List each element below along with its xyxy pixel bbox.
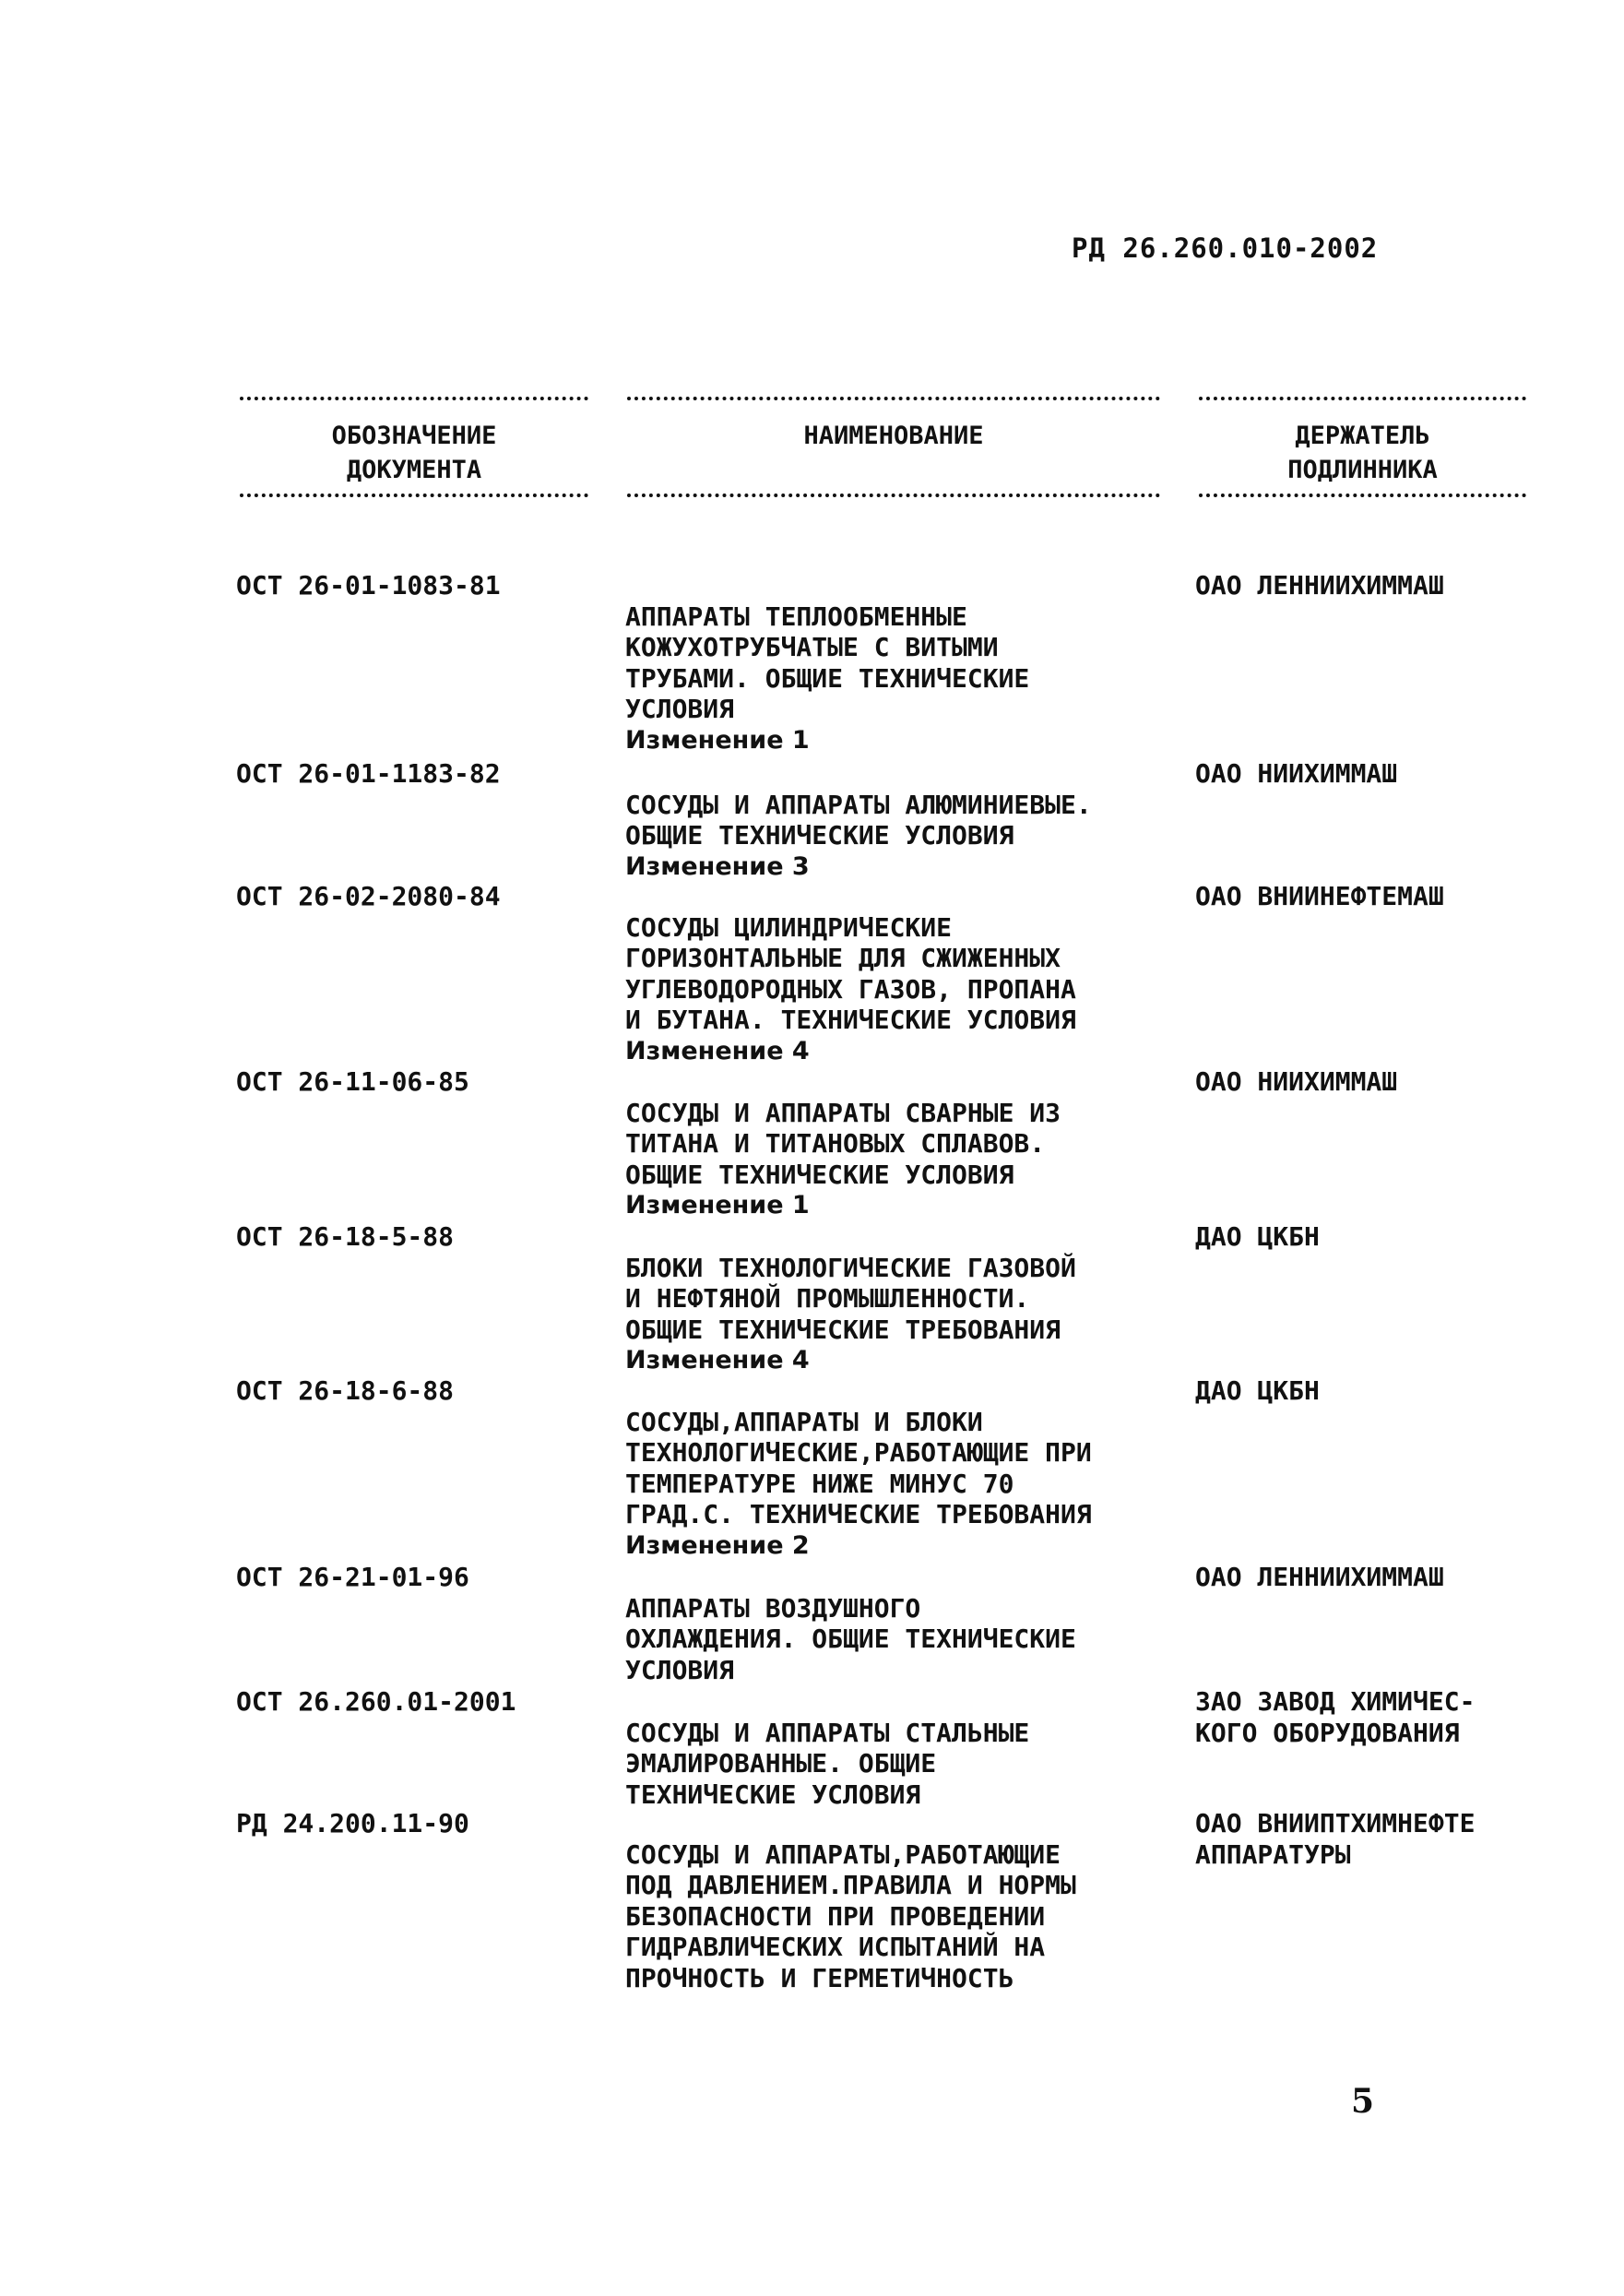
header-divider (627, 494, 1160, 497)
row-change-text: Изменение 3 (625, 851, 810, 881)
row-change-text: Изменение 4 (625, 1346, 810, 1374)
table-row-code: ОСТ 26-11-06-85 (236, 1066, 469, 1097)
table-row-code: ОСТ 26-18-5-88 (236, 1221, 455, 1252)
table-row-code: ОСТ 26-18-6-88 (236, 1375, 455, 1406)
row-name-text: БЛОКИ ТЕХНОЛОГИЧЕСКИЕ ГАЗОВОЙ И НЕФТЯНОЙ ПРОМЫШЛЕННОСТИ. ОБЩИЕ ТЕХНИЧЕСКИЕ ТРЕБОВАНИЯ (625, 1252, 1076, 1345)
document-code: РД 26.260.010-2002 (1072, 232, 1379, 264)
header-divider (627, 397, 1160, 400)
row-name-text: СОСУДЫ,АППАРАТЫ И БЛОКИ ТЕХНОЛОГИЧЕСКИЕ,РАБОТАЮЩИЕ ПРИ ТЕМПЕРАТУРЕ НИЖЕ МИНУС 70 ГРАД.С. ТЕХНИЧЕСКИЕ ТРЕБОВАНИЯ (625, 1406, 1092, 1529)
row-change-text: Изменение 4 (625, 1036, 810, 1065)
table-row-name (625, 570, 1197, 787)
header-divider (1199, 397, 1526, 400)
row-change-text: Изменение 2 (625, 1530, 810, 1560)
table-row-holder: ЗАО ЗАВОД ХИМИЧЕС- КОГО ОБОРУДОВАНИЯ (1195, 1686, 1476, 1748)
row-change-text: Изменение 1 (625, 1191, 810, 1219)
table-row-code: ОСТ 26-02-2080-84 (236, 881, 501, 911)
table-row-holder: ОАО ВНИИПТХИМНЕФТЕ АППАРАТУРЫ (1195, 1808, 1476, 1870)
row-change-text: Изменение 1 (625, 725, 810, 755)
table-row-name (625, 881, 1197, 1098)
table-row-name (625, 1562, 1197, 1685)
table-row-holder: ДАО ЦКБН (1195, 1221, 1320, 1252)
table-row-code: ОСТ 26-01-1183-82 (236, 758, 501, 789)
row-name-text: АППАРАТЫ ВОЗДУШНОГО ОХЛАЖДЕНИЯ. ОБЩИЕ ТЕХНИЧЕСКИЕ УСЛОВИЯ (625, 1592, 1076, 1685)
table-row-holder: ДАО ЦКБН (1195, 1375, 1320, 1406)
table-row-holder: ОАО НИИХИММАШ (1195, 758, 1398, 789)
header-divider (240, 494, 588, 497)
table-row-holder: ОАО ВНИИНЕФТЕМАШ (1195, 881, 1444, 911)
column-header-name: НАИМЕНОВАНИЕ (803, 422, 984, 450)
table-row-code: ОСТ 26-01-1083-81 (236, 570, 501, 601)
column-header-designation: ОБОЗНАЧЕНИЕ ДОКУМЕНТА (331, 422, 497, 484)
table-row-code: РД 24.200.11-90 (236, 1808, 469, 1838)
table-row-name (625, 1375, 1197, 1592)
table-row-holder: ОАО ЛЕННИИХИММАШ (1195, 570, 1444, 601)
row-name-text: СОСУДЫ И АППАРАТЫ,РАБОТАЮЩИЕ ПОД ДАВЛЕНИЕМ.ПРАВИЛА И НОРМЫ БЕЗОПАСНОСТИ ПРИ ПРОВЕДЕНИИ ГИДРАВЛИЧЕСКИХ ИСПЫТАНИЙ НА ПРОЧНОСТЬ И ГЕРМЕТИЧНОСТЬ (625, 1838, 1076, 1993)
table-row-name (625, 1808, 1197, 1993)
table-row-name (625, 1686, 1197, 1810)
header-divider (1199, 494, 1526, 497)
row-name-text: СОСУДЫ ЦИЛИНДРИЧЕСКИЕ ГОРИЗОНТАЛЬНЫЕ ДЛЯ СЖИЖЕННЫХ УГЛЕВОДОРОДНЫХ ГАЗОВ, ПРОПАНА И БУТАНА. ТЕХНИЧЕСКИЕ УСЛОВИЯ (625, 911, 1076, 1035)
table-row-holder: ОАО НИИХИММАШ (1195, 1066, 1398, 1097)
table-row-holder: ОАО ЛЕННИИХИММАШ (1195, 1562, 1444, 1592)
row-name-text: СОСУДЫ И АППАРАТЫ СТАЛЬНЫЕ ЭМАЛИРОВАННЫЕ. ОБЩИЕ ТЕХНИЧЕСКИЕ УСЛОВИЯ (625, 1717, 1030, 1810)
table-row-code: ОСТ 26-21-01-96 (236, 1562, 469, 1592)
header-divider (240, 397, 588, 400)
row-name-text: АППАРАТЫ ТЕПЛООБМЕННЫЕ КОЖУХОТРУБЧАТЫЕ С ВИТЫМИ ТРУБАМИ. ОБЩИЕ ТЕХНИЧЕСКИЕ УСЛОВИЯ (625, 601, 1030, 724)
page-number: 5 (1351, 2082, 1375, 2121)
row-name-text: СОСУДЫ И АППАРАТЫ СВАРНЫЕ ИЗ ТИТАНА И ТИТАНОВЫХ СПЛАВОВ. ОБЩИЕ ТЕХНИЧЕСКИЕ УСЛОВИЯ (625, 1097, 1061, 1190)
column-header-holder: ДЕРЖАТЕЛЬ ПОДЛИННИКА (1287, 422, 1438, 484)
row-name-text: СОСУДЫ И АППАРАТЫ АЛЮМИНИЕВЫЕ. ОБЩИЕ ТЕХНИЧЕСКИЕ УСЛОВИЯ (625, 789, 1092, 851)
table-row-code: ОСТ 26.260.01-2001 (236, 1686, 516, 1717)
